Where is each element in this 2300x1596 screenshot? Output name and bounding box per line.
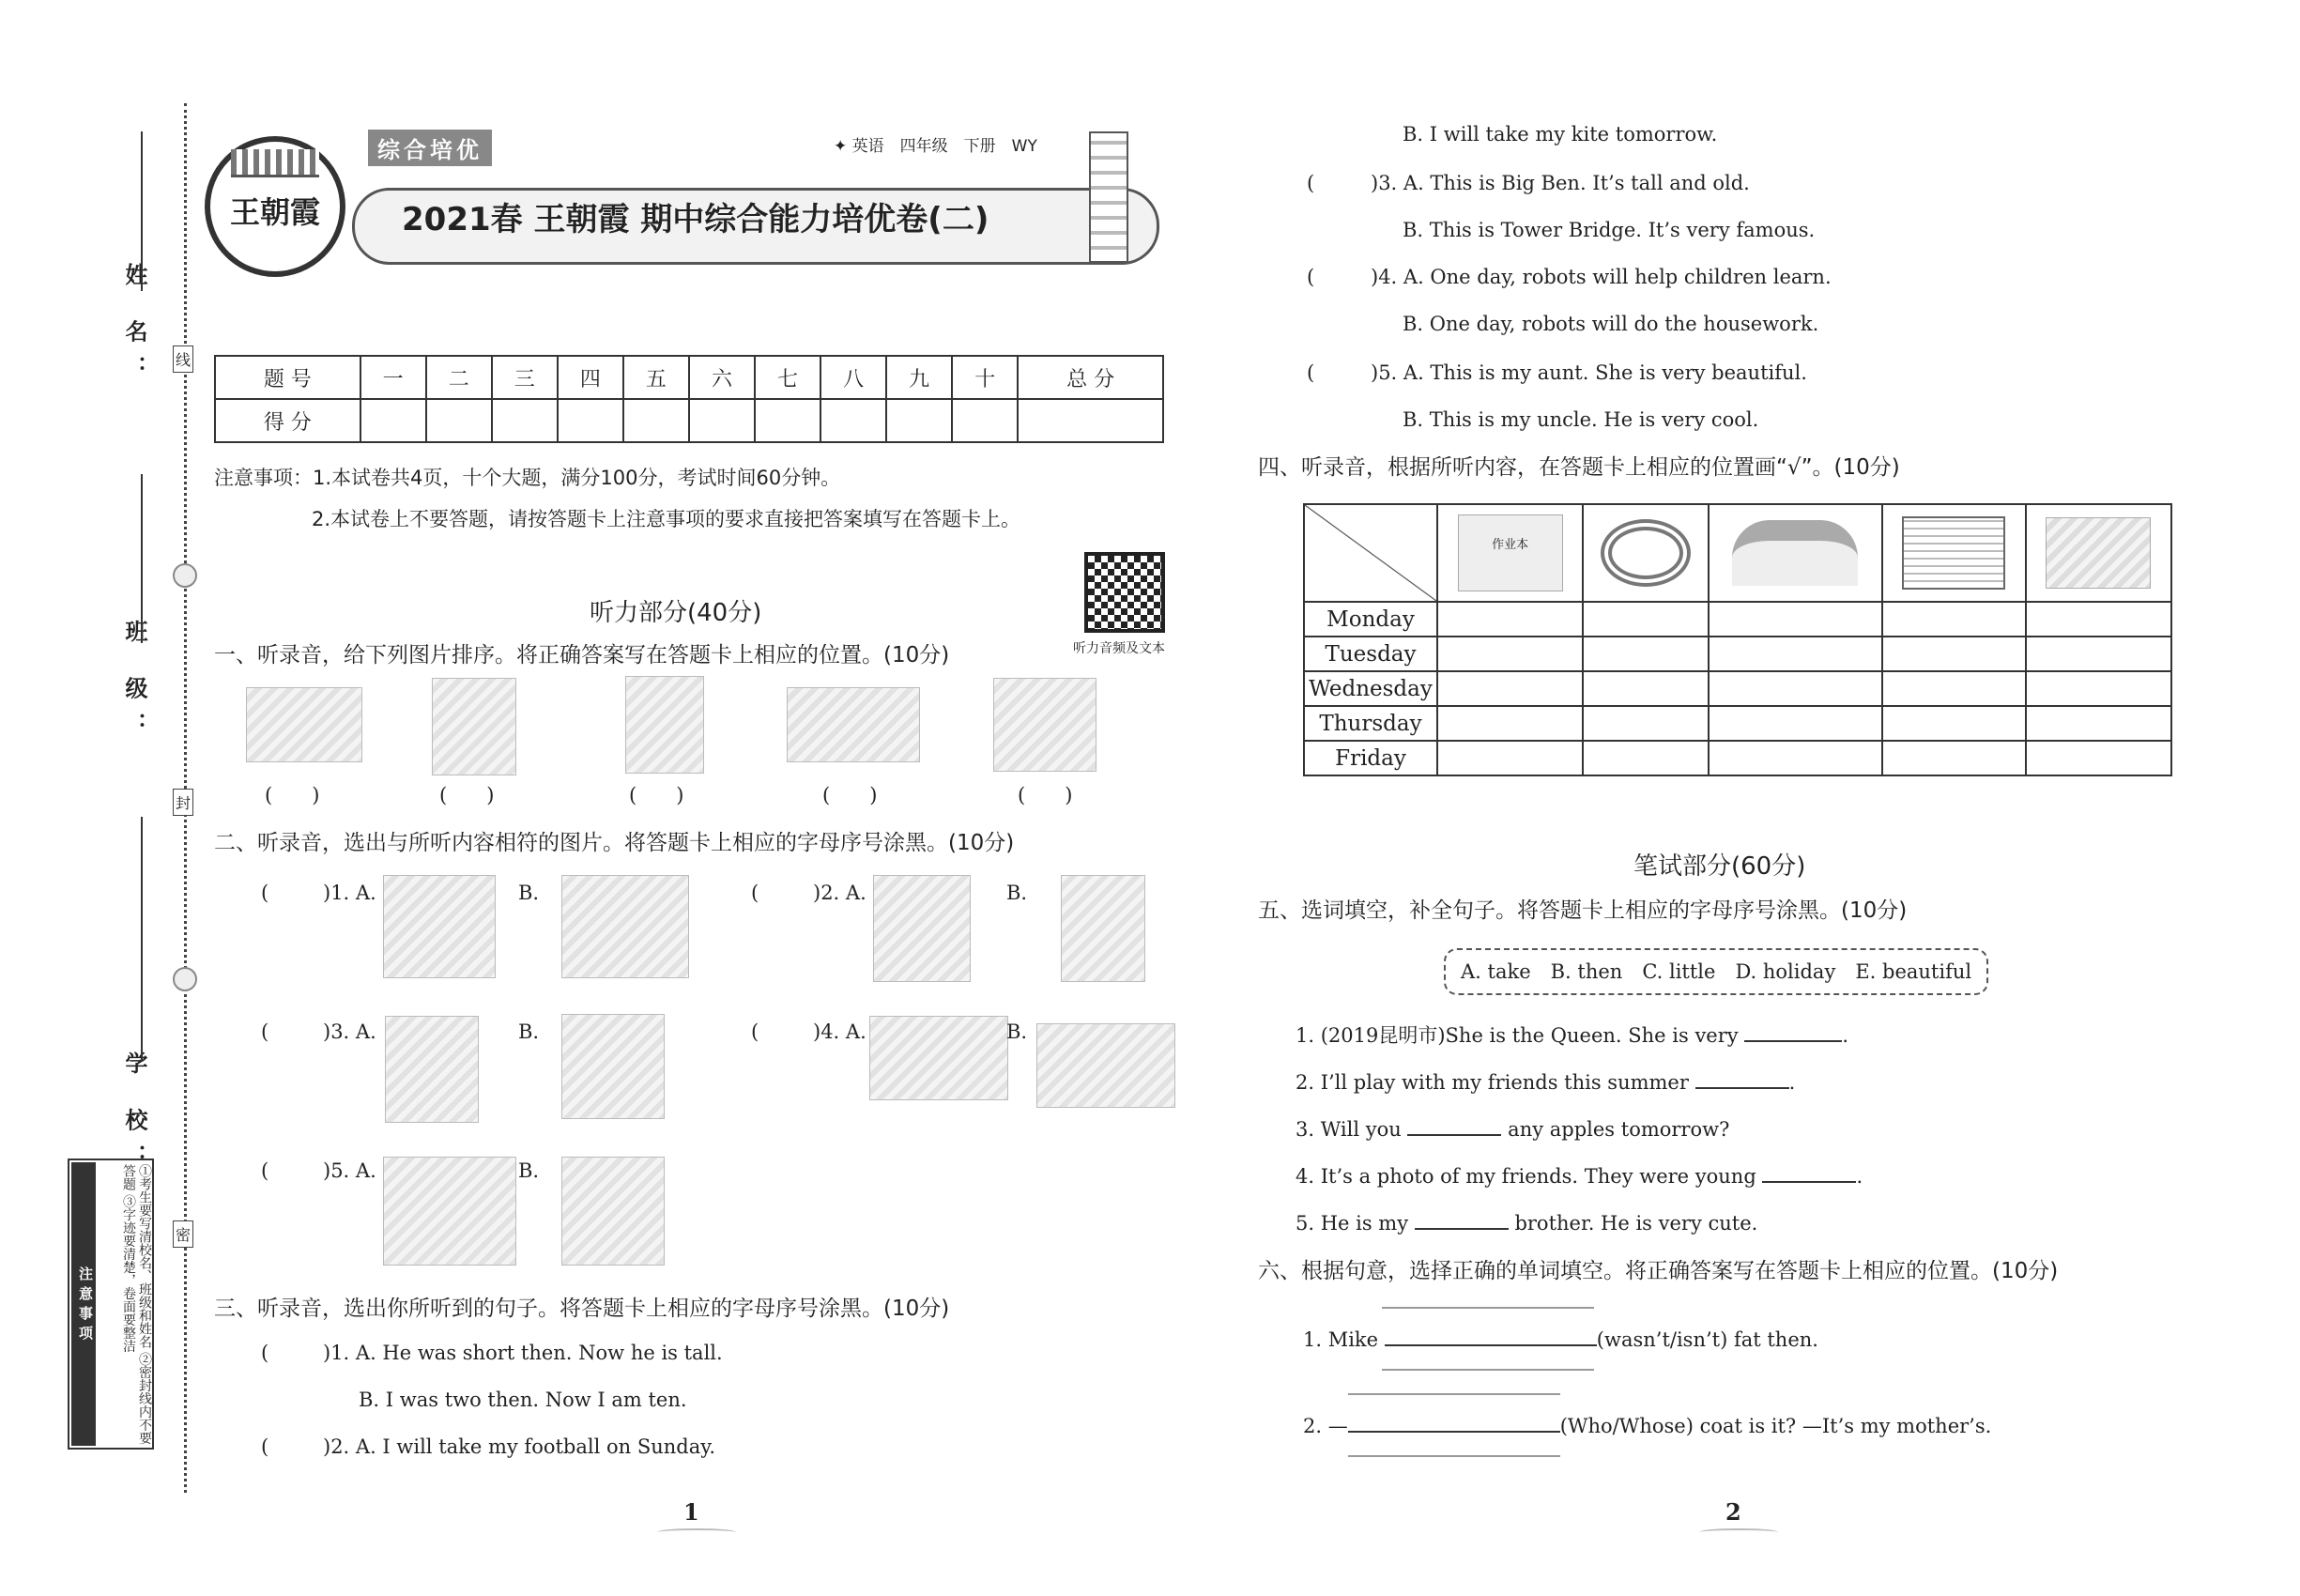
check-cell[interactable] (1709, 637, 1882, 671)
girl-face-icon (432, 678, 516, 775)
name-underline (141, 131, 143, 291)
class-underline (141, 474, 143, 643)
section-6-title: 六、根据句意，选择正确的单词填空。将正确答案写在答题卡上相应的位置。(10分) (1258, 1259, 2059, 1283)
fill-item-text: . (1856, 1165, 1863, 1188)
sentence-option: B. This is Tower Bridge. It’s very famous. (1403, 219, 1816, 241)
score-header-cell: 九 (886, 356, 952, 399)
qr-caption: 听力音频及文本 (1073, 641, 1165, 656)
writing-heading: 笔试部分(60分) (1633, 852, 1806, 881)
table-row (1304, 637, 2171, 671)
question-number: )1. A. (323, 882, 376, 904)
check-cell[interactable] (1882, 671, 2026, 706)
check-cell[interactable] (1709, 706, 1882, 741)
check-cell[interactable] (2026, 706, 2171, 741)
score-cell[interactable] (1018, 399, 1163, 442)
answer-blank[interactable] (1385, 1326, 1597, 1346)
meta-subject: 英语 (851, 137, 884, 156)
guide-line (1348, 1393, 1560, 1395)
spark-icon: ✦ (834, 137, 852, 156)
swim-ring-icon (1601, 519, 1691, 587)
fill-item-text: 1. Mike (1303, 1328, 1379, 1351)
check-cell[interactable] (1437, 637, 1583, 671)
score-cell[interactable] (360, 399, 426, 442)
fill-item (1296, 1021, 1848, 1048)
sentence-option: B. This is my uncle. He is very cool. (1403, 408, 1759, 431)
option-b-label: B. (518, 1021, 540, 1043)
answer-blank[interactable] (1695, 1068, 1789, 1089)
score-header-cell: 八 (820, 356, 886, 399)
answer-paren[interactable]: ( (261, 1435, 269, 1458)
cut-mark-2: 封 (173, 789, 193, 816)
day-label: Wednesday (1304, 671, 1437, 706)
column-sick-bed (2026, 504, 2171, 602)
check-cell[interactable] (1583, 706, 1709, 741)
check-cell[interactable] (2026, 602, 2171, 637)
header-meta (834, 132, 1037, 156)
score-header-cell: 总 分 (1018, 356, 1163, 399)
score-header-cell: 题 号 (215, 356, 360, 399)
cut-mark-3: 密 (173, 1220, 193, 1248)
windy-tree-icon (993, 678, 1096, 772)
sentence-option: )1. A. He was short then. Now he is tall. (323, 1342, 723, 1364)
page-number: 1 (683, 1498, 699, 1526)
cat-box-picture[interactable] (561, 1014, 665, 1119)
answer-paren[interactable]: ( (261, 882, 269, 904)
answer-paren[interactable]: ( (751, 882, 759, 904)
answer-paren[interactable]: ( ) (1018, 784, 1073, 806)
score-header-cell: 三 (492, 356, 558, 399)
day-label: Tuesday (1304, 637, 1437, 671)
sentence-option: B. I will take my kite tomorrow. (1403, 123, 1718, 146)
day-label: Thursday (1304, 706, 1437, 741)
ship-icon (787, 687, 920, 762)
day-label: Friday (1304, 741, 1437, 775)
fill-item (1296, 1209, 1757, 1235)
mess-picture[interactable] (561, 875, 689, 978)
guide-line (1382, 1307, 1594, 1309)
question-number: )2. A. (813, 882, 866, 904)
answer-paren[interactable]: ( ) (265, 784, 320, 806)
great-wall-picture[interactable] (1036, 1023, 1175, 1108)
check-cell[interactable] (2026, 671, 2171, 706)
answer-paren[interactable]: ( (1307, 266, 1315, 288)
school-underline (141, 817, 143, 1061)
sentence-option: )2. A. I will take my football on Sunday. (323, 1435, 715, 1458)
sentence-option: )5. A. This is my aunt. She is very beautiful. (1371, 361, 1807, 384)
score-table (214, 355, 1164, 443)
crown-icon (231, 149, 319, 177)
check-cell[interactable] (1709, 602, 1882, 637)
table-row (1304, 671, 2171, 706)
question-number: )5. A. (323, 1159, 376, 1182)
check-cell[interactable] (1882, 706, 2026, 741)
lighthouse-icon (1089, 131, 1128, 263)
column-bridge (1709, 504, 1882, 602)
panda-picture[interactable] (385, 1016, 479, 1123)
check-cell[interactable] (2026, 637, 2171, 671)
option-b-label: B. (518, 882, 540, 904)
answer-paren[interactable]: ( (1307, 361, 1315, 384)
answer-paren[interactable]: ( (261, 1159, 269, 1182)
check-cell[interactable] (1437, 741, 1583, 775)
notice-text: ①考生要写清校名、班级和姓名 ②密封线内不要答题 ③字迹要清楚，卷面要整洁 (121, 1164, 152, 1445)
fill-item-text: any apples tomorrow? (1508, 1118, 1730, 1141)
qr-code-icon[interactable] (1084, 552, 1165, 633)
answer-blank[interactable] (1415, 1209, 1509, 1230)
page-ornament (1699, 1528, 1778, 1536)
score-cell[interactable] (820, 399, 886, 442)
answer-paren[interactable]: ( (751, 1021, 759, 1043)
word-bank: A. take B. then C. little D. holiday E. beautiful (1444, 948, 1988, 995)
section-2-title: 二、听录音，选出与所听内容相符的图片。将答题卡上相应的字母序号涂黑。(10分) (214, 831, 1015, 855)
score-header-cell: 十 (952, 356, 1018, 399)
score-header-cell: 七 (755, 356, 820, 399)
page-number: 2 (1725, 1498, 1741, 1526)
score-cell[interactable] (886, 399, 952, 442)
fill-item-text: (Who/Whose) coat is it? —It’s my mother’s. (1559, 1415, 1992, 1437)
fill-item-text: 2. — (1303, 1415, 1348, 1437)
score-cell[interactable] (755, 399, 820, 442)
check-cell[interactable] (1437, 671, 1583, 706)
score-header-cell: 六 (689, 356, 755, 399)
answer-blank[interactable] (1348, 1412, 1560, 1433)
listening-heading: 听力部分(40分) (590, 599, 762, 627)
section-3-title: 三、听录音，选出你所听到的句子。将答题卡上相应的字母序号涂黑。(10分) (214, 1297, 950, 1321)
answer-paren[interactable]: ( ) (629, 784, 684, 806)
notice-title: 注意事项 (71, 1162, 96, 1446)
fill-item-text: 2. I’ll play with my friends this summer (1296, 1071, 1689, 1094)
score-header-cell: 四 (558, 356, 623, 399)
scissors-icon (173, 967, 197, 991)
score-header-cell: 一 (360, 356, 426, 399)
check-cell[interactable] (1882, 637, 2026, 671)
check-cell[interactable] (1583, 741, 1709, 775)
calendar-icon (246, 687, 362, 762)
fill-item-text: . (1842, 1024, 1849, 1047)
guide-line (1348, 1455, 1560, 1457)
name-label: 姓 名： (121, 263, 147, 391)
check-cell[interactable] (1882, 602, 2026, 637)
rain-city-picture[interactable] (561, 1157, 665, 1266)
check-cell[interactable] (1583, 671, 1709, 706)
brand-name: 王朝霞 (229, 194, 320, 230)
table-row (1304, 741, 2171, 775)
sentence-option: )4. A. One day, robots will help children learn. (1371, 266, 1832, 288)
question-number: )3. A. (323, 1021, 376, 1043)
meta-volume: 下册 (963, 137, 996, 156)
notes-line-2: 2.本试卷上不要答题，请按答题卡上注意事项的要求直接把答案填写在答题卡上。 (312, 508, 1021, 530)
score-label-cell: 得 分 (215, 399, 360, 442)
fill-item-text: 5. He is my (1296, 1212, 1409, 1235)
old-man-picture[interactable] (1061, 875, 1145, 982)
picnic-picture[interactable] (383, 875, 496, 978)
class-label: 班 级： (121, 620, 147, 748)
guide-line (1382, 1369, 1594, 1371)
check-cell[interactable] (1583, 637, 1709, 671)
check-cell[interactable] (1437, 706, 1583, 741)
check-cell[interactable] (1437, 602, 1583, 637)
fill-item (1303, 1326, 1818, 1352)
score-cell[interactable] (492, 399, 558, 442)
section-1-title: 一、听录音，给下列图片排序。将正确答案写在答题卡上相应的位置。(10分) (214, 643, 950, 668)
school-label: 学 校： (121, 1051, 147, 1180)
score-entry-row (215, 399, 1163, 442)
score-cell[interactable] (623, 399, 689, 442)
sentence-option: B. One day, robots will do the housework. (1403, 313, 1819, 335)
answer-blank[interactable] (1744, 1021, 1842, 1042)
bridge-icon (1732, 520, 1858, 586)
meta-grade: 四年级 (899, 137, 948, 156)
fill-item-text: (wasn’t/isn’t) fat then. (1596, 1328, 1818, 1351)
scissors-icon (173, 563, 197, 588)
section-5-title: 五、选词填空，补全句子。将答题卡上相应的字母序号涂黑。(10分) (1258, 898, 1908, 923)
answer-paren[interactable]: ( (261, 1021, 269, 1043)
answer-paren[interactable]: ( (1307, 172, 1315, 194)
fill-item-text: . (1788, 1071, 1796, 1094)
sunny-boy-picture[interactable] (383, 1157, 516, 1266)
score-header-cell: 五 (623, 356, 689, 399)
fill-item-text: 1. (2019昆明市)She is the Queen. She is very (1296, 1024, 1739, 1047)
score-cell[interactable] (952, 399, 1018, 442)
table-row (1304, 706, 2171, 741)
table-row (1304, 602, 2171, 637)
exam-title: 2021春 王朝霞 期中综合能力培优卷(二) (402, 201, 989, 238)
fill-item-text: brother. He is very cute. (1514, 1212, 1758, 1235)
fill-item (1303, 1412, 1991, 1438)
check-table (1303, 503, 2172, 776)
score-header-cell: 二 (426, 356, 492, 399)
check-cell[interactable] (1709, 741, 1882, 775)
score-cell[interactable] (689, 399, 755, 442)
sentence-option: )3. A. This is Big Ben. It’s tall and old. (1371, 172, 1750, 194)
check-cell[interactable] (1583, 602, 1709, 637)
notice-box (68, 1159, 154, 1450)
diagonal-cell (1304, 504, 1437, 602)
score-cell[interactable] (558, 399, 623, 442)
answer-paren[interactable]: ( ) (822, 784, 878, 806)
boy-cap-icon (625, 676, 704, 774)
answer-blank[interactable] (1762, 1162, 1856, 1183)
fill-item-text: 4. It’s a photo of my friends. They were young (1296, 1165, 1756, 1188)
check-cell[interactable] (1882, 741, 2026, 775)
notes-line-1: 注意事项：1.本试卷共4页，十个大题，满分100分，考试时间60分钟。 (214, 467, 841, 489)
answer-blank[interactable] (1407, 1115, 1501, 1136)
column-swim-ring (1583, 504, 1709, 602)
column-books (1437, 504, 1583, 602)
fill-item-text: 3. Will you (1296, 1118, 1402, 1141)
fill-item (1296, 1162, 1863, 1189)
score-cell[interactable] (426, 399, 492, 442)
day-label: Monday (1304, 602, 1437, 637)
fill-item (1296, 1068, 1795, 1095)
check-table-header (1304, 504, 2171, 602)
newspaper-icon (1902, 516, 2005, 590)
score-header-row (215, 356, 1163, 399)
sick-bed-icon (2046, 517, 2151, 589)
option-b-label: B. (1006, 882, 1028, 904)
brand-logo (205, 136, 345, 277)
section-4-title: 四、听录音，根据所听内容，在答题卡上相应的位置画“√”。(10分) (1258, 455, 1900, 480)
answer-paren[interactable]: ( (261, 1342, 269, 1364)
man-face-picture[interactable] (873, 875, 971, 982)
question-number: )4. A. (813, 1021, 866, 1043)
cut-mark-1: 线 (173, 345, 193, 373)
tiananmen-picture[interactable] (869, 1016, 1008, 1100)
column-newspaper (1882, 504, 2026, 602)
fill-item (1296, 1115, 1729, 1142)
check-cell[interactable] (2026, 741, 2171, 775)
sentence-option: B. I was two then. Now I am ten. (359, 1389, 687, 1411)
series-label: 综合培优 (368, 130, 492, 166)
check-cell[interactable] (1709, 671, 1882, 706)
answer-paren[interactable]: ( ) (439, 784, 495, 806)
books-icon: 作业本 (1458, 514, 1563, 591)
option-b-label: B. (1006, 1021, 1028, 1043)
page-ornament (657, 1528, 736, 1536)
meta-publisher: WY (1011, 137, 1037, 156)
option-b-label: B. (518, 1159, 540, 1182)
